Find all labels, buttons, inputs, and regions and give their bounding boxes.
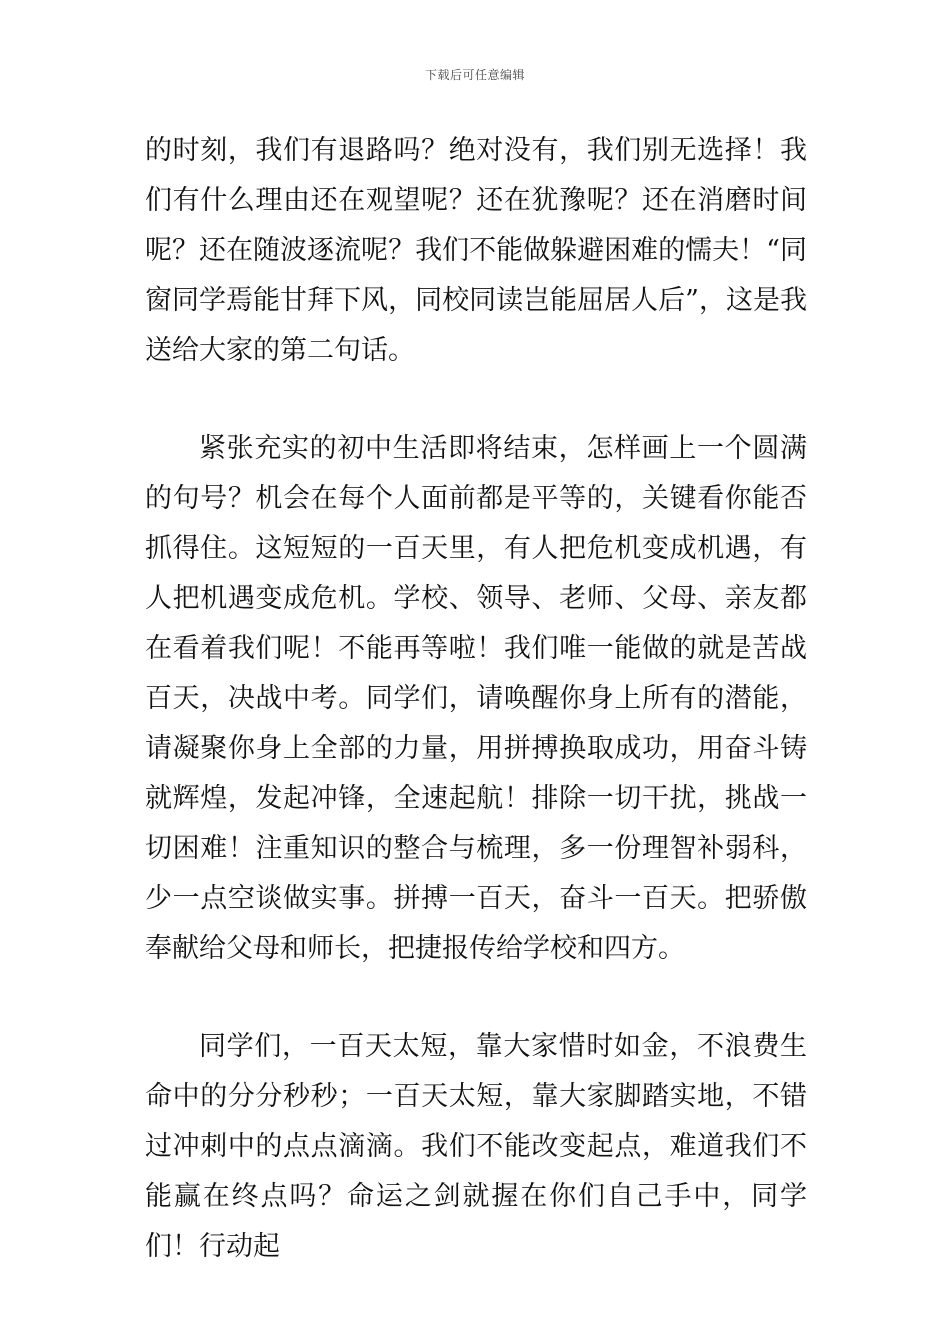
paragraph-gap bbox=[145, 974, 807, 1022]
paragraph-third: 同学们，一百天太短，靠大家惜时如金，不浪费生命中的分分秒秒；一百天太短，靠大家脚踏实地，不错过冲刺中的点点滴滴。我们不能改变起点，难道我们不能赢在终点吗？命运之剑就握在你们自己手中，同学们！行动起 bbox=[145, 1031, 807, 1262]
paragraph-second: 紧张充实的初中生活即将结束，怎样画上一个圆满的句号？机会在每个人面前都是平等的，关键看你能否抓得住。这短短的一百天里，有人把危机变成机遇，有人把机遇变成危机。学校、领导、老师、父母、亲友都在看着我们呢！不能再等啦！我们唯一能做的就是苦战百天，决战中考。同学们，请唤醒你身上所有的潜能，请凝聚你身上全部的力量，用拼搏换取成功，用奋斗铸就辉煌，发起冲锋，全速起航！排除一切干扰，挑战一切困难！注重知识的整合与梳理，多一份理智补弱科，少一点空谈做实事。拼搏一百天，奋斗一百天。把骄傲奉献给父母和师长，把捷报传给学校和四方。 bbox=[145, 433, 807, 964]
paragraph-gap bbox=[145, 376, 807, 424]
header-note: 下载后可任意编辑 bbox=[424, 68, 525, 82]
document-body bbox=[145, 126, 807, 1272]
paragraph-continuation: 的时刻，我们有退路吗？绝对没有，我们别无选择！我们有什么理由还在观望呢？还在犹豫呢？还在消磨时间呢？还在随波逐流呢？我们不能做躲避困难的懦夫！“同窗同学焉能甘拜下风，同校同读岂能屈居人后”，这是我送给大家的第二句话。 bbox=[145, 135, 807, 366]
